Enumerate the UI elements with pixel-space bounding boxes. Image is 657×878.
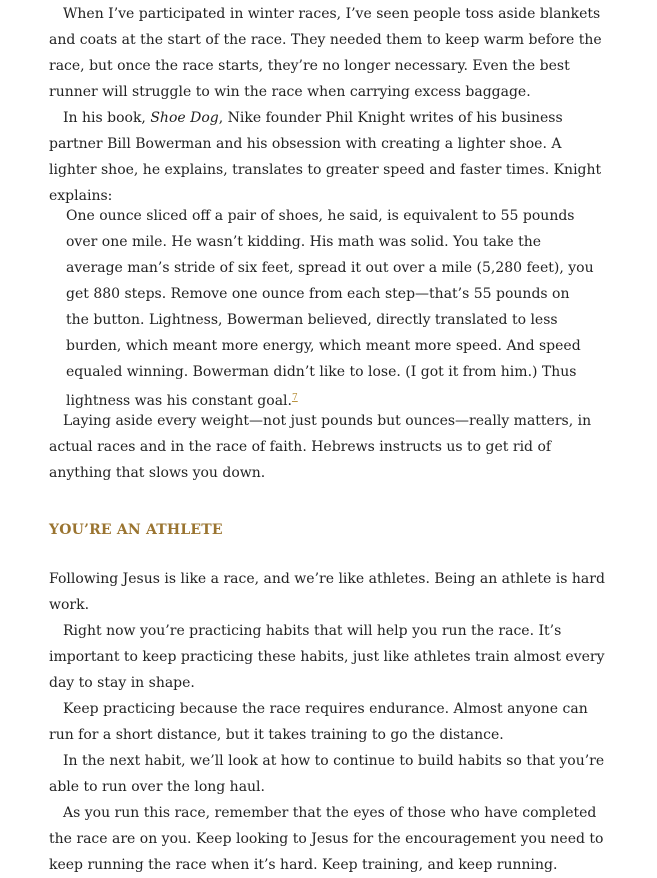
paragraph-shoe-dog-rest: , Nike founder Phil Knight writes of his business partner Bill Bowerman and his obsession with creating a lighter shoe. A lighter shoe, he explains, translates to greater speed and faster times. Knight explains:	[49, 110, 602, 204]
section-paragraph: Keep practicing because the race requires endurance. Almost anyone can run for a short distance, but it takes training to go the distance.	[49, 701, 588, 743]
section-paragraph: As you run this race, remember that the eyes of those who have completed the race are on you. Keep looking to Jesus for the encouragement you need to keep running the race when it’s hard. Keep training, and keep running.	[49, 805, 604, 873]
footnote-link[interactable]: 7	[291, 393, 298, 403]
section-heading: YOU’RE AN ATHLETE	[49, 522, 223, 538]
section-paragraph: Following Jesus is like a race, and we’re like athletes. Being an athlete is hard work.	[49, 571, 605, 613]
block-quote	[66, 203, 594, 414]
section-paragraph: In the next habit, we’ll look at how to continue to build habits so that you’re able to run over the long haul.	[49, 753, 605, 795]
book-title: Shoe Dog	[150, 110, 219, 126]
paragraph-shoe-dog	[49, 105, 609, 209]
section-text	[49, 566, 609, 878]
block-quote-text: One ounce sliced off a pair of shoes, he said, is equivalent to 55 pounds over one mile. He wasn’t kidding. His math was solid. You take the average man’s stride of six feet, spread it out over a mile (5,280 feet), you get 880 steps. Remove one ounce from each step—that’s 55 pounds on the button. Lightness, Bowerman believed, directly translated to less burden, which meant more energy, which meant more speed. And speed equaled winning. Bowerman didn’t like to lose. (I got it from him.) Thus lightness was his constant goal.	[66, 208, 594, 409]
paragraph-winter-races: When I’ve participated in winter races, I’ve seen people toss aside blankets and coats at the start of the race. They needed them to keep warm before the race, but once the race starts, they’re no longer necessary. Even the best runner will struggle to win the race when carrying excess baggage.	[49, 6, 602, 100]
paragraph-laying-aside: Laying aside every weight—not just pounds but ounces—really matters, in actual races and in the race of faith. Hebrews instructs us to get rid of anything that slows you down.	[49, 413, 592, 481]
paragraph-shoe-dog-lead: In his book,	[63, 110, 151, 126]
intro-text	[49, 1, 609, 209]
section-paragraph: Right now you’re practicing habits that will help you run the race. It’s important to keep practicing these habits, just like athletes train almost every day to stay in shape.	[49, 623, 605, 691]
weight-text	[49, 408, 609, 486]
